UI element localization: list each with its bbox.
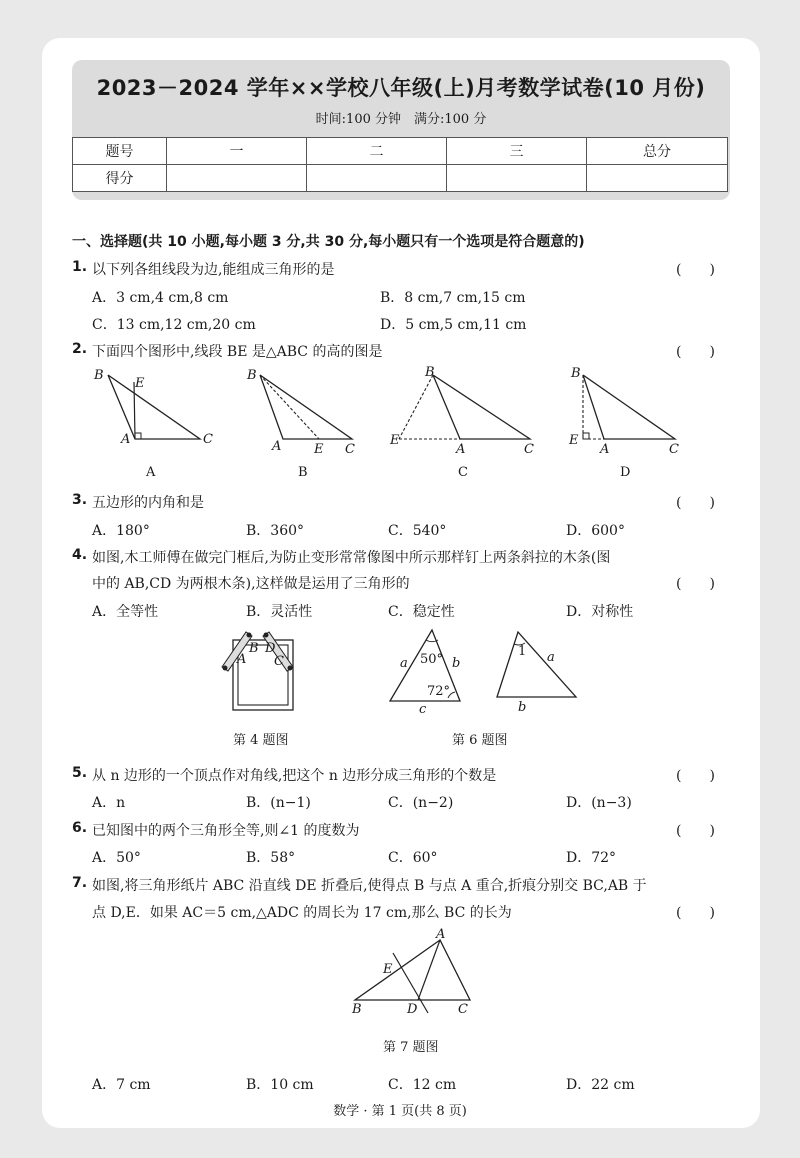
q5-option-b[interactable]: B．(n−1) (246, 795, 311, 811)
q5-option-c[interactable]: C．(n−2) (388, 795, 454, 811)
q1-text: 以下列各组线段为边,能组成三角形的是 (92, 262, 335, 278)
q7-number: 7. (72, 875, 88, 891)
svg-text:C: C (669, 442, 679, 457)
q4-option-d[interactable]: D．对称性 (566, 604, 634, 620)
exam-title: 2023－2024 学年××学校八年级(上)月考数学试卷(10 月份) (96, 76, 706, 100)
cell-score-label: 得分 (73, 165, 167, 192)
q1-option-b[interactable]: B．8 cm,7 cm,15 cm (380, 290, 526, 306)
score-table-score-row (73, 165, 728, 192)
q4-option-b[interactable]: B．灵活性 (246, 604, 313, 620)
cell-total: 总分 (587, 138, 728, 165)
svg-text:B: B (94, 368, 104, 383)
q3-answer-blank[interactable]: ( ) (676, 495, 715, 511)
svg-text:A: A (456, 442, 466, 457)
q3-text: 五边形的内角和是 (92, 495, 204, 511)
q2-caption-c: C (458, 465, 468, 480)
svg-text:b: b (452, 656, 461, 671)
q2-caption-a: A (146, 465, 156, 480)
q4-answer-blank[interactable]: ( ) (676, 576, 715, 592)
svg-text:E: E (390, 433, 400, 448)
q4-fig-caption: 第 4 题图 (233, 733, 289, 748)
svg-text:b: b (518, 700, 527, 715)
cell-section-1: 一 (167, 138, 307, 165)
q7-option-c[interactable]: C．12 cm (388, 1077, 457, 1093)
q7-text-line1: 如图,将三角形纸片 ABC 沿直线 DE 折叠后,使得点 B 与点 A 重合,折痕分别交 BC,AB 于 (92, 878, 647, 894)
svg-text:E: E (135, 376, 145, 391)
q5-option-d[interactable]: D．(n−3) (566, 795, 632, 811)
q2-caption-b: B (298, 465, 308, 480)
q4-text-line1: 如图,木工师傅在做完门框后,为防止变形常常像图中所示那样钉上两条斜拉的木条(图 (92, 550, 611, 566)
svg-text:C: C (345, 442, 355, 457)
q1-answer-blank[interactable]: ( ) (676, 262, 715, 278)
page-footer: 数学 · 第 1 页(共 8 页) (333, 1104, 467, 1119)
q2-number: 2. (72, 341, 88, 357)
q2-figures (0, 360, 800, 485)
q6-triangle-2 (497, 632, 576, 715)
svg-text:A: A (272, 439, 282, 454)
q5-option-a[interactable]: A．n (92, 795, 126, 811)
q6-number: 6. (72, 820, 88, 836)
svg-text:C: C (524, 442, 534, 457)
svg-text:E: E (383, 962, 393, 977)
q1-option-a[interactable]: A．3 cm,4 cm,8 cm (92, 290, 229, 306)
svg-text:B: B (249, 641, 259, 656)
q7-figure (0, 925, 800, 1020)
svg-text:c: c (419, 702, 427, 717)
q7-answer-blank[interactable]: ( ) (676, 905, 715, 921)
cell-label: 题号 (73, 138, 167, 165)
q2-figure-d (568, 366, 679, 457)
q6-triangle-1 (390, 630, 460, 717)
cell-section-3: 三 (447, 138, 587, 165)
q6-angle-72: 72° (427, 684, 451, 699)
q3-option-a[interactable]: A．180° (92, 523, 150, 539)
svg-text:C: C (274, 654, 284, 669)
score-input-1[interactable] (167, 165, 307, 192)
svg-text:C: C (458, 1002, 468, 1017)
q6-option-a[interactable]: A．50° (92, 850, 141, 866)
svg-text:E: E (314, 442, 324, 457)
exam-subtitle: 时间:100 分钟 满分:100 分 (315, 112, 487, 127)
score-input-total[interactable] (587, 165, 728, 192)
q1-option-c[interactable]: C．13 cm,12 cm,20 cm (92, 317, 256, 333)
q3-option-c[interactable]: C．540° (388, 523, 447, 539)
q4-text-line2: 中的 AB,CD 为两根木条),这样做是运用了三角形的 (92, 576, 410, 592)
svg-text:a: a (547, 650, 555, 665)
svg-text:A: A (600, 442, 610, 457)
section-title: 一、选择题(共 10 小题,每小题 3 分,共 30 分,每小题只有一个选项是符合题意的) (72, 234, 585, 250)
score-input-2[interactable] (307, 165, 447, 192)
q6-angle-50: 50° (420, 652, 444, 667)
q2-caption-d: D (620, 465, 631, 480)
score-table (72, 137, 728, 192)
q2-figure-b (246, 368, 355, 457)
q1-option-d[interactable]: D．5 cm,5 cm,11 cm (380, 317, 527, 333)
q4-door-frame-figure (222, 632, 293, 710)
q3-option-b[interactable]: B．360° (246, 523, 305, 539)
q2-figure-a (93, 368, 213, 447)
svg-text:D: D (407, 1002, 418, 1017)
q4-option-a[interactable]: A．全等性 (92, 604, 159, 620)
q4-q6-figures (0, 622, 800, 722)
q5-text: 从 n 边形的一个顶点作对角线,把这个 n 边形分成三角形的个数是 (92, 768, 497, 784)
q7-fig-caption: 第 7 题图 (383, 1040, 439, 1055)
q2-figure-c (389, 365, 534, 457)
svg-text:A: A (237, 652, 247, 667)
svg-text:D: D (265, 641, 276, 656)
q3-option-d[interactable]: D．600° (566, 523, 625, 539)
q7-option-a[interactable]: A．7 cm (92, 1077, 151, 1093)
q7-option-d[interactable]: D．22 cm (566, 1077, 635, 1093)
q2-text: 下面四个图形中,线段 BE 是△ABC 的高的图是 (92, 344, 383, 360)
q6-fig-caption: 第 6 题图 (452, 733, 508, 748)
q5-answer-blank[interactable]: ( ) (676, 768, 715, 784)
svg-text:a: a (400, 656, 408, 671)
q6-option-c[interactable]: C．60° (388, 850, 438, 866)
q7-option-b[interactable]: B．10 cm (246, 1077, 314, 1093)
q3-number: 3. (72, 492, 88, 508)
svg-text:A: A (436, 927, 446, 942)
q6-text: 已知图中的两个三角形全等,则∠1 的度数为 (92, 823, 360, 839)
q4-option-c[interactable]: C．稳定性 (388, 604, 455, 620)
svg-text:B: B (425, 365, 435, 380)
svg-text:B: B (247, 368, 257, 383)
svg-text:A: A (121, 432, 131, 447)
svg-text:E: E (569, 433, 579, 448)
q6-option-d[interactable]: D．72° (566, 850, 617, 866)
q6-option-b[interactable]: B．58° (246, 850, 296, 866)
svg-text:B: B (352, 1002, 362, 1017)
q7-text-line2: 点 D,E．如果 AC＝5 cm,△ADC 的周长为 17 cm,那么 BC 的长为 (92, 905, 512, 921)
cell-section-2: 二 (307, 138, 447, 165)
score-table-header-row (73, 138, 728, 165)
q1-number: 1. (72, 259, 88, 275)
svg-text:B: B (571, 366, 581, 381)
score-input-3[interactable] (447, 165, 587, 192)
q5-number: 5. (72, 765, 88, 781)
svg-text:1: 1 (518, 644, 527, 659)
svg-text:C: C (203, 432, 213, 447)
q2-answer-blank[interactable]: ( ) (676, 344, 715, 360)
q6-answer-blank[interactable]: ( ) (676, 823, 715, 839)
q4-number: 4. (72, 547, 88, 563)
